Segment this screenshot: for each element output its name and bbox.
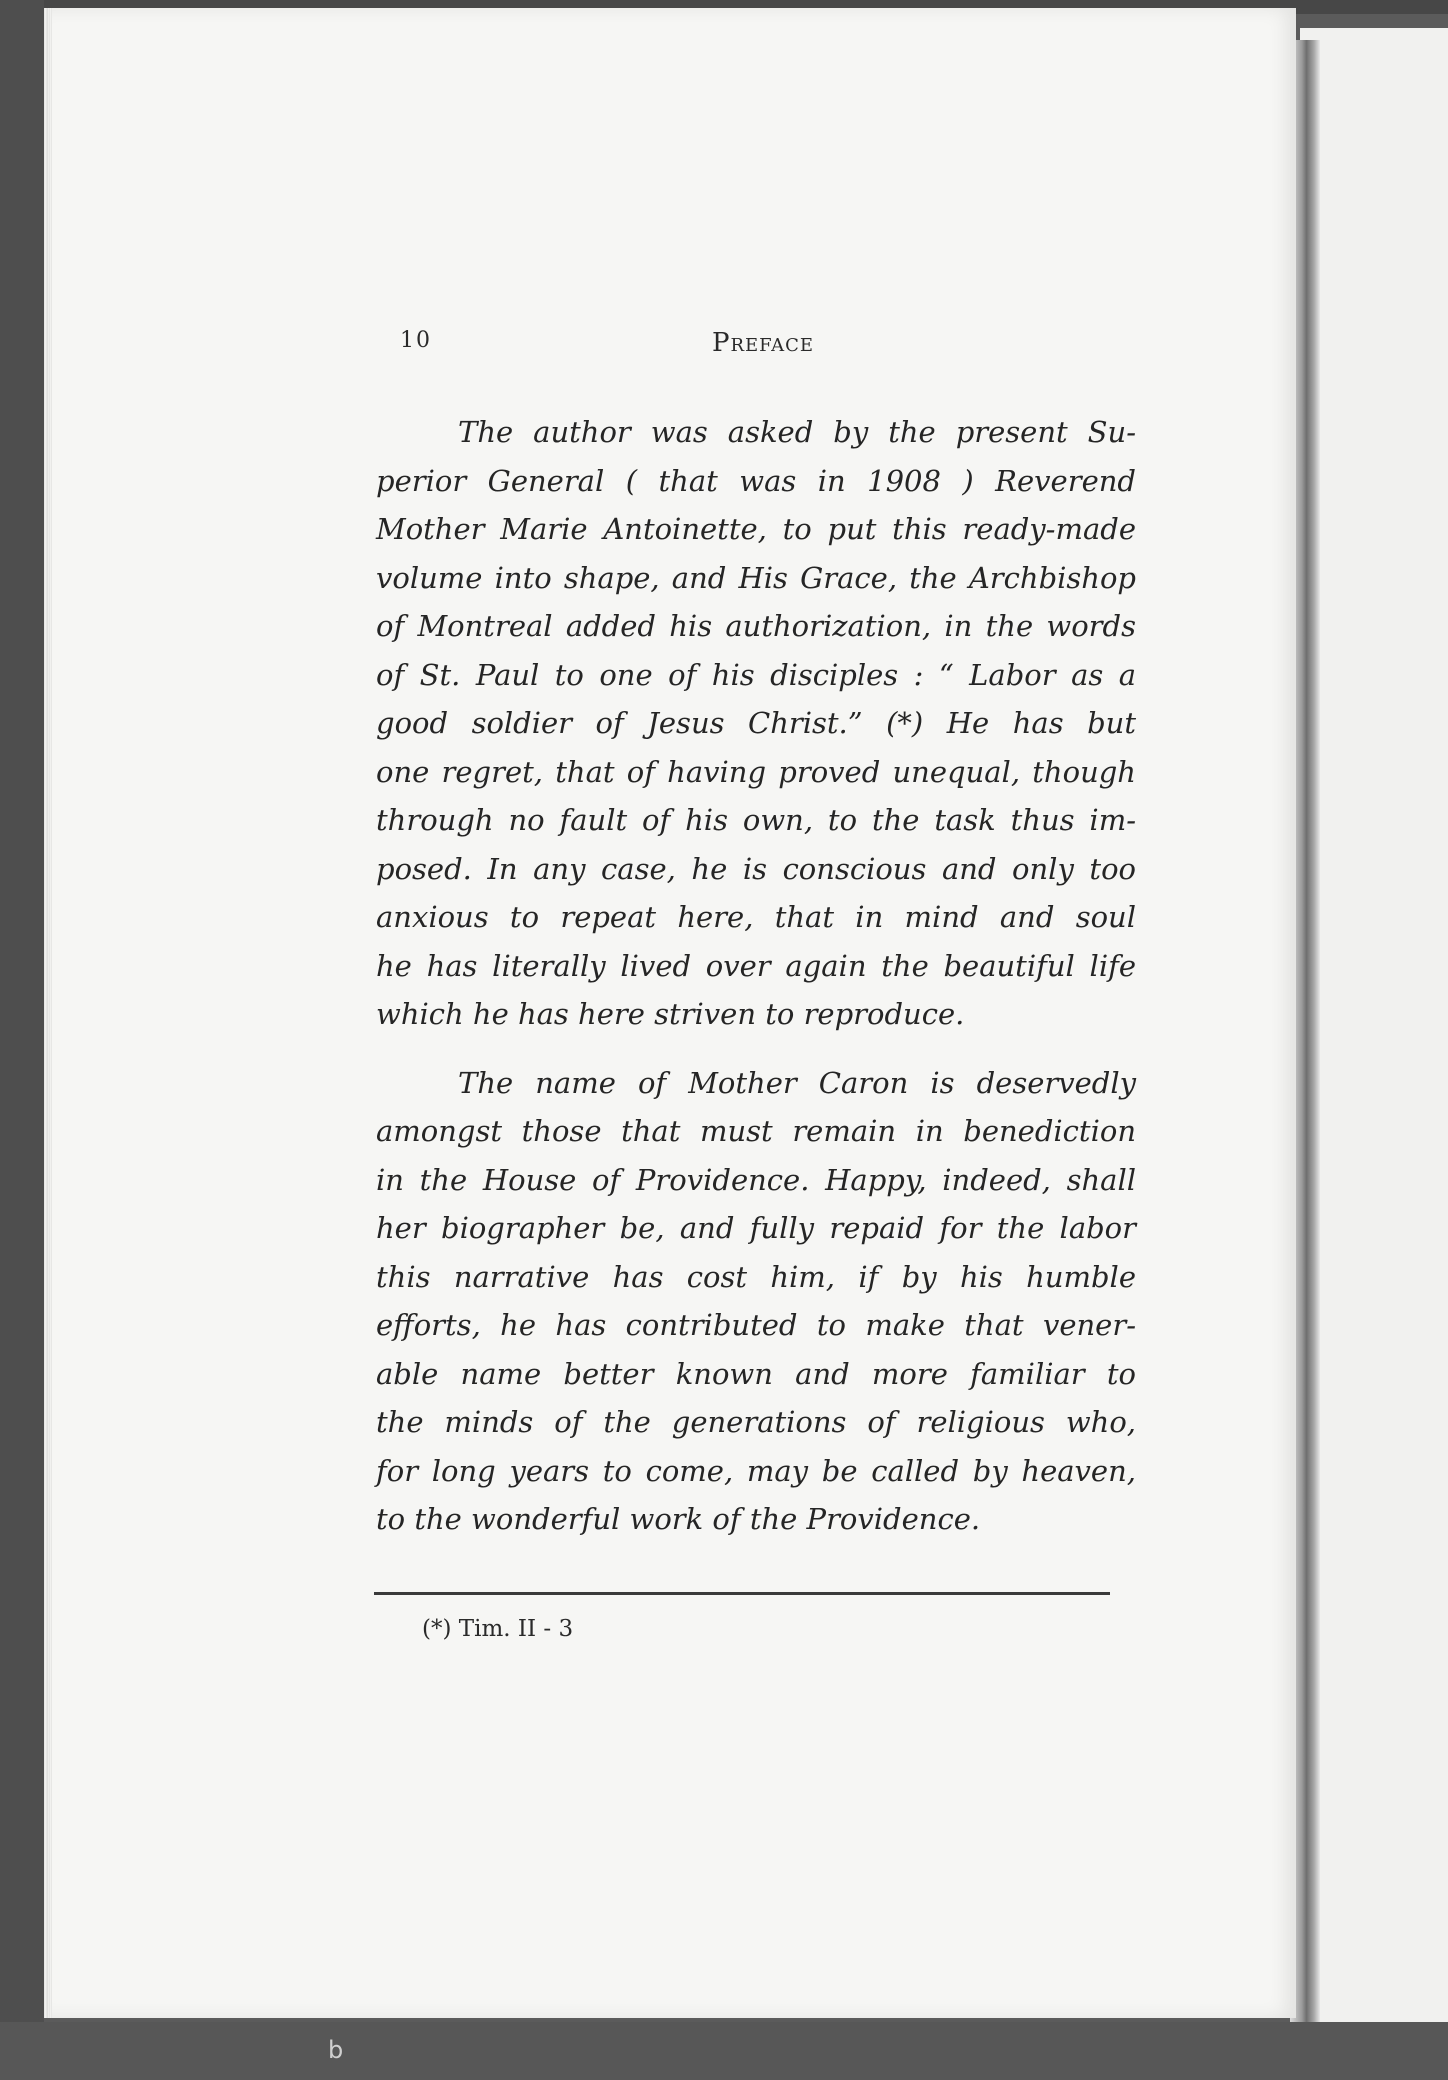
text-line: through no fault of his own, to the task thus im- [376,803,1136,837]
footnote-rule [374,1592,1110,1595]
scan-left-border [0,0,44,2080]
scan-bottom-border [0,2022,1448,2080]
scan-mark: b [328,2036,344,2064]
text-line: for long years to come, may be called by heaven, [376,1453,1136,1488]
text-line: The name of Mother Caron is deservedly [458,1065,1136,1100]
paragraph [376,1059,1136,1544]
text-line: of St. Paul to one of his disciples : “ Labor as a [376,657,1136,692]
text-line: of Montreal added his authorization, in the words [376,609,1136,643]
text-line: he has literally lived over again the beautiful life [376,948,1136,983]
text-line: which he has here striven to reproduce. [376,997,965,1031]
text-line: her biographer be, and fully repaid for the labor [376,1211,1136,1245]
text-line: in the House of Providence. Happy, indeed, shall [376,1162,1136,1197]
page-number: 10 [400,328,432,353]
paragraph-gap [376,1039,1136,1059]
footnote: (*) Tim. II - 3 [422,1616,574,1642]
text-line: able name better known and more familiar to [376,1356,1136,1391]
text-line: The author was asked by the present Su- [458,415,1136,449]
text-line: amongst those that must remain in benediction [376,1114,1136,1148]
text-line: perior General ( that was in 1908 ) Reverend [376,463,1136,498]
text-line: to the wonderful work of the Providence. [376,1502,981,1536]
text-line: efforts, he has contributed to make that vener- [376,1308,1136,1342]
text-line: this narrative has cost him, if by his humble [376,1259,1136,1294]
text-line: Mother Marie Antoinette, to put this ready-made [376,512,1136,546]
paragraph [376,408,1136,1039]
text-line: good soldier of Jesus Christ.” (*) He has but [376,706,1136,740]
running-head [400,328,1120,368]
page-edge [44,8,52,2018]
facing-page-edge [1300,28,1448,2024]
text-line: anxious to repeat here, that in mind and soul [376,900,1136,934]
text-line: volume into shape, and His Grace, the Archbishop [376,560,1136,595]
body-text [376,408,1136,1544]
text-line: one regret, that of having proved unequal, though [376,754,1136,789]
text-line: the minds of the generations of religious who, [376,1405,1136,1439]
text-line: posed. In any case, he is conscious and only too [376,851,1136,886]
running-title: Preface [712,328,815,358]
